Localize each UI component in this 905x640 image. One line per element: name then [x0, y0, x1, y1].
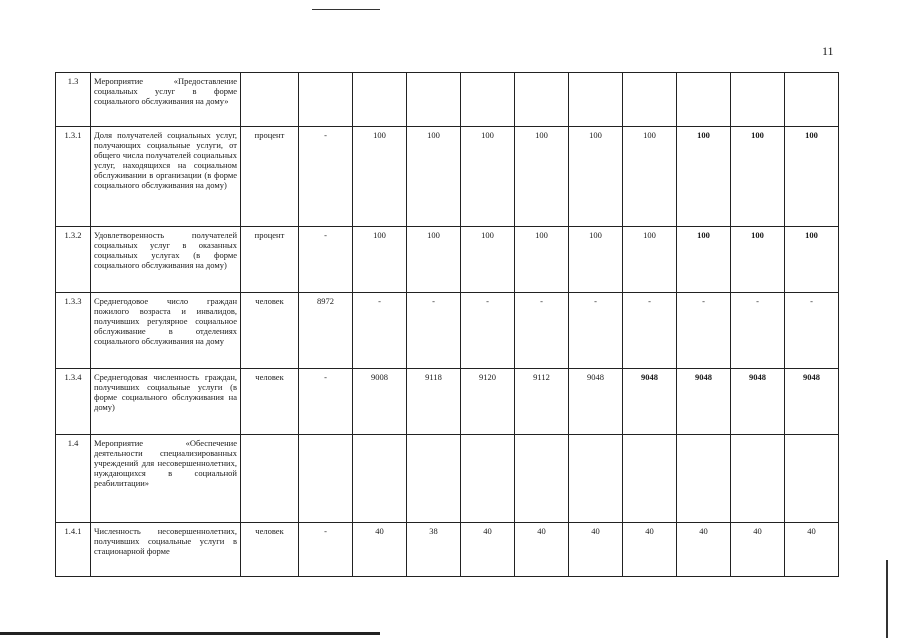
row-number: 1.3.3	[56, 293, 91, 369]
row-value: 38	[407, 523, 461, 577]
row-value: 40	[515, 523, 569, 577]
row-value	[785, 435, 839, 523]
row-value: 100	[461, 227, 515, 293]
row-number: 1.4.1	[56, 523, 91, 577]
row-value: -	[515, 293, 569, 369]
table-row	[56, 523, 839, 577]
row-base-value	[299, 73, 353, 127]
row-description: Среднегодовое число граждан пожилого возраста и инвалидов, получивших регулярное социальное обслуживание в отделениях социального обслуживания на дому	[91, 293, 241, 369]
row-value	[677, 73, 731, 127]
row-number: 1.3.4	[56, 369, 91, 435]
row-value	[407, 435, 461, 523]
row-value: 100	[569, 227, 623, 293]
row-value: 40	[785, 523, 839, 577]
row-value: 100	[785, 127, 839, 227]
row-value	[623, 73, 677, 127]
row-value: -	[785, 293, 839, 369]
row-number: 1.3.2	[56, 227, 91, 293]
table-row	[56, 369, 839, 435]
row-unit: процент	[241, 127, 299, 227]
side-rule	[886, 560, 888, 638]
row-value: -	[731, 293, 785, 369]
row-value: 100	[569, 127, 623, 227]
row-value	[623, 435, 677, 523]
row-unit	[241, 435, 299, 523]
row-value: 100	[461, 127, 515, 227]
row-value: 100	[623, 127, 677, 227]
row-value	[515, 73, 569, 127]
row-value: -	[677, 293, 731, 369]
row-value: 40	[461, 523, 515, 577]
row-value: 100	[623, 227, 677, 293]
row-value: 100	[353, 127, 407, 227]
page-number: 11	[822, 44, 834, 58]
row-value: 9118	[407, 369, 461, 435]
row-value	[461, 73, 515, 127]
row-value: 100	[677, 127, 731, 227]
row-value: 9120	[461, 369, 515, 435]
row-value	[731, 73, 785, 127]
row-unit: человек	[241, 523, 299, 577]
row-value	[515, 435, 569, 523]
row-value: 100	[407, 127, 461, 227]
row-value: 40	[353, 523, 407, 577]
table-row	[56, 227, 839, 293]
row-value	[461, 435, 515, 523]
row-value: 100	[731, 227, 785, 293]
table-row	[56, 435, 839, 523]
row-value	[569, 435, 623, 523]
row-description: Доля получателей социальных услуг, получающих социальные услуги, от общего числа получателей социальных услуг, находящихся на социальном обслуживании в организации (в форме социального обслуживания на дому)	[91, 127, 241, 227]
row-value: 9048	[677, 369, 731, 435]
row-value: 100	[731, 127, 785, 227]
row-value: 40	[623, 523, 677, 577]
row-value: -	[569, 293, 623, 369]
bottom-rule	[0, 632, 380, 635]
row-description: Мероприятие «Предоставление социальных услуг в форме социального обслуживания на дому»	[91, 73, 241, 127]
row-value: -	[623, 293, 677, 369]
table-row	[56, 73, 839, 127]
row-value: 40	[569, 523, 623, 577]
row-value: 40	[677, 523, 731, 577]
row-number: 1.3	[56, 73, 91, 127]
table-row	[56, 127, 839, 227]
row-base-value: -	[299, 227, 353, 293]
row-value: 9048	[569, 369, 623, 435]
row-value	[407, 73, 461, 127]
row-value	[353, 73, 407, 127]
row-base-value	[299, 435, 353, 523]
row-value	[569, 73, 623, 127]
top-rule	[312, 9, 380, 10]
row-base-value: -	[299, 369, 353, 435]
row-number: 1.3.1	[56, 127, 91, 227]
row-unit	[241, 73, 299, 127]
row-value: 40	[731, 523, 785, 577]
row-description: Мероприятие «Обеспечение деятельности специализированных учреждений для несовершеннолетних, нуждающихся в социальной реабилитации»	[91, 435, 241, 523]
row-value	[353, 435, 407, 523]
row-base-value: 8972	[299, 293, 353, 369]
row-description: Среднегодовая численность граждан, получивших социальные услуги (в форме социального обслуживания на дому)	[91, 369, 241, 435]
row-value	[785, 73, 839, 127]
row-value: 100	[353, 227, 407, 293]
table-row	[56, 293, 839, 369]
row-value: 9112	[515, 369, 569, 435]
row-value: 9048	[623, 369, 677, 435]
row-value: 100	[515, 127, 569, 227]
row-description: Численность несовершеннолетних, получивших социальные услуги в стационарной форме	[91, 523, 241, 577]
row-unit: человек	[241, 369, 299, 435]
row-unit: человек	[241, 293, 299, 369]
row-base-value: -	[299, 127, 353, 227]
row-value: -	[461, 293, 515, 369]
row-value: 100	[785, 227, 839, 293]
row-description: Удовлетворенность получателей социальных услуг в оказанных социальных услугах (в форме социального обслуживания на дому)	[91, 227, 241, 293]
row-value: -	[353, 293, 407, 369]
row-value	[731, 435, 785, 523]
row-base-value: -	[299, 523, 353, 577]
row-value: 100	[677, 227, 731, 293]
indicators-table	[55, 72, 839, 577]
row-value: 9048	[731, 369, 785, 435]
row-value: 100	[515, 227, 569, 293]
row-value: 9048	[785, 369, 839, 435]
row-value	[677, 435, 731, 523]
row-unit: процент	[241, 227, 299, 293]
row-number: 1.4	[56, 435, 91, 523]
row-value: 9008	[353, 369, 407, 435]
row-value: -	[407, 293, 461, 369]
row-value: 100	[407, 227, 461, 293]
